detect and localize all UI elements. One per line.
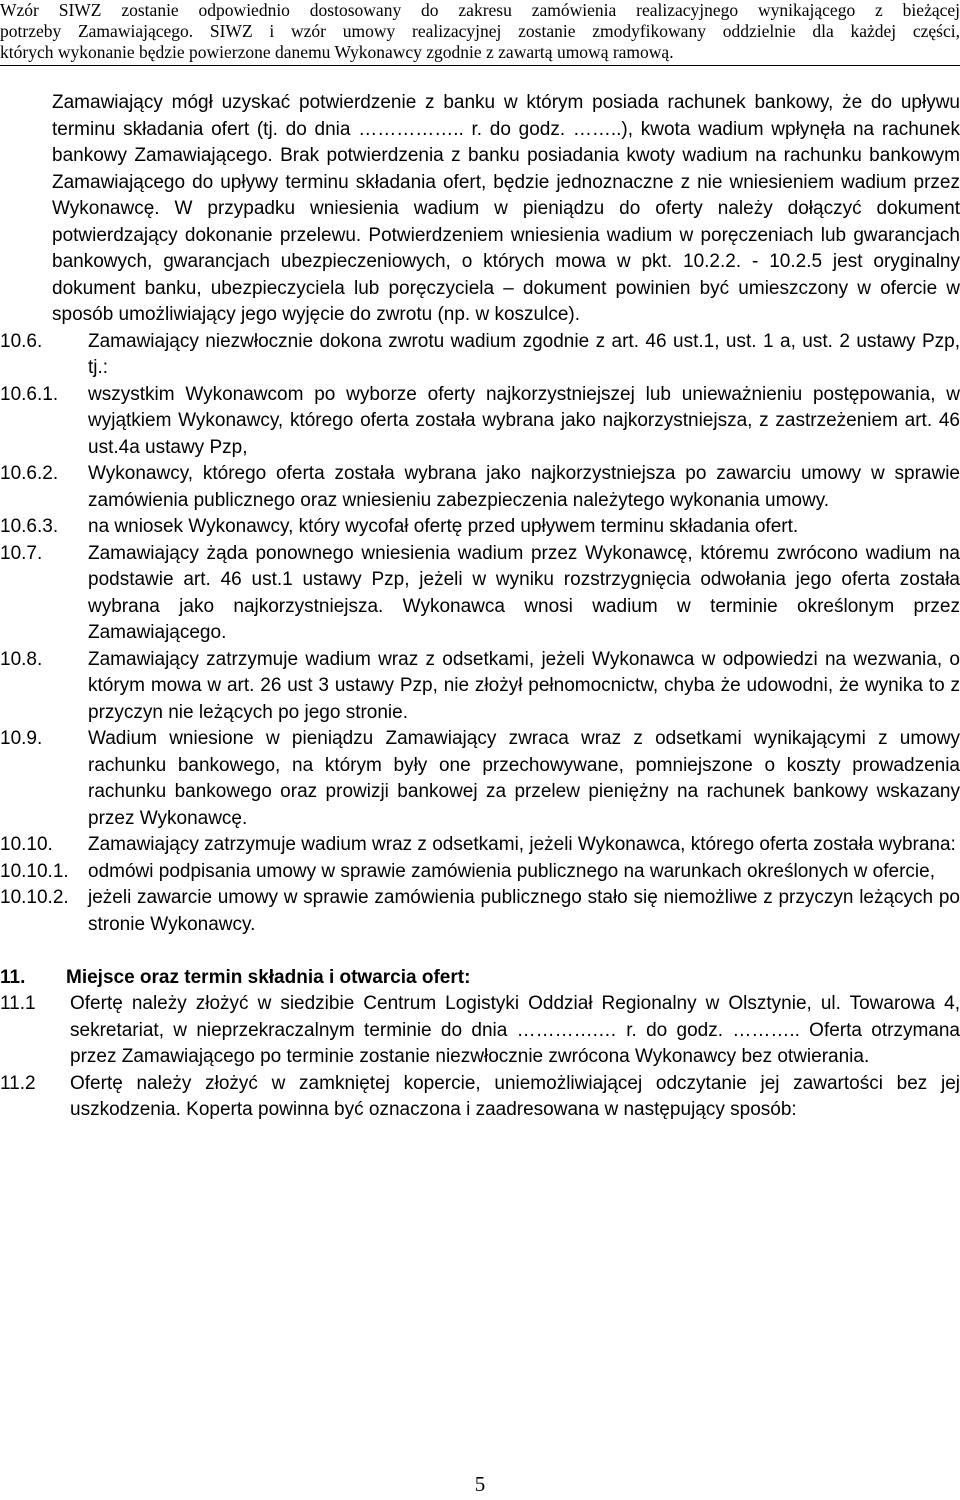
item-text: na wniosek Wykonawcy, który wycofał ofertę przed upływem terminu składania ofert. xyxy=(88,516,799,537)
item-text: Wykonawcy, którego oferta została wybrana jako najkorzystniejsza po zawarciu umowy w sprawie zamówienia publicznego oraz wniesieniu zabezpieczenia należytego wykonania umowy. xyxy=(88,463,960,511)
document-body xyxy=(0,90,960,1124)
item-number: 10.10. xyxy=(0,834,53,855)
item-text: Wadium wniesione w pieniądzu Zamawiający zwraca wraz z odsetkami wynikającymi z umowy rachunku bankowego, na którym były one przechowywane, pomniejszone o koszty prowadzenia rachunku bankowego oraz prowizji bankowej za przelew pieniężny na rachunek bankowy wskazany przez Wykonawcę. xyxy=(88,728,960,829)
list-item xyxy=(0,1071,960,1124)
header-line: Wzór SIWZ zostanie odpowiednio dostosowany do zakresu zamówienia realizacyjnego wynikającego z bieżącej xyxy=(0,0,960,20)
spacer xyxy=(0,938,960,965)
list-item xyxy=(0,514,960,541)
section-heading xyxy=(0,965,960,992)
list-item xyxy=(0,329,960,382)
item-text: Zamawiający zatrzymuje wadium wraz z odsetkami, jeżeli Wykonawca w odpowiedzi na wezwania, o którym mowa w art. 26 ust 3 ustawy Pzp, nie złożył pełnomocnictw, chyba że udowodni, że wynika to z przyczyn nie leżących po jego stronie. xyxy=(88,648,960,723)
item-number: 10.6.3. xyxy=(0,516,59,537)
intro-paragraph: Zamawiający mógł uzyskać potwierdzenie z banku w którym posiada rachunek bankowy, że do upływu terminu składania ofert (tj. do dnia …………….. r. do godz. ……..), kwota wadium wpłynęła na rachunek bankowy Zamawiającego. Brak potwierdzenia z banku posiadania kwoty wadium na rachunku bankowym Zamawiającego do upływy terminu składania ofert, będzie jednoznaczne z nie wniesieniem wadium przez Wykonawcę. W przypadku wniesienia wadium w pieniądzu do oferty należy dołączyć dokument potwierdzający dokonanie przelewu. Potwierdzeniem wniesienia wadium w poręczeniach lub gwarancjach bankowych, gwarancjach ubezpieczeniowych, o których mowa w pkt. 10.2.2. - 10.2.5 jest oryginalny dokument banku, ubezpieczyciela lub poręczyciela – dokument powinien być umieszczony w ofercie w sposób umożliwiający jego wyjęcie do zwrotu (np. w koszulce). xyxy=(52,92,960,325)
section-number: 11. xyxy=(0,966,26,988)
header-line: potrzeby Zamawiającego. SIWZ i wzór umowy realizacyjnej zostanie zmodyfikowany oddzielnie dla każdej części, xyxy=(0,21,960,41)
item-number: 10.6.1. xyxy=(0,383,59,405)
item-number: 10.6. xyxy=(0,330,43,352)
item-text: odmówi podpisania umowy w sprawie zamówienia publicznego na warunkach określonych w ofercie, xyxy=(88,860,935,882)
item-number: 10.9. xyxy=(0,728,43,749)
page-header xyxy=(0,0,960,66)
item-text: jeżeli zawarcie umowy w sprawie zamówienia publicznego stało się niemożliwe z przyczyn leżących po stronie Wykonawcy. xyxy=(88,887,960,935)
item-number: 10.7. xyxy=(0,542,43,564)
section-title: Miejsce oraz termin składnia i otwarcia ofert: xyxy=(66,966,471,988)
page-number: 5 xyxy=(474,1472,486,1496)
item-number: 10.6.2. xyxy=(0,463,59,484)
list-item xyxy=(0,885,960,938)
item-number: 11.1 xyxy=(0,993,36,1014)
item-text: Ofertę należy złożyć w siedzibie Centrum Logistyki Oddział Regionalny w Olsztynie, ul. Towarowa 4, sekretariat, w nieprzekraczalnym terminie do dnia ………….… r. do godz. ……….. Oferta otrzymana przez Zamawiającego po terminie zostanie niezwłocznie zwrócona Wykonawcy bez otwierania. xyxy=(70,993,960,1067)
item-number: 10.10.1. xyxy=(0,860,69,882)
list-item xyxy=(0,541,960,647)
item-text: wszystkim Wykonawcom po wyborze oferty najkorzystniejszej lub unieważnieniu postępowania, w wyjątkiem Wykonawcy, którego oferta została wybrana jako najkorzystniejsza, z zastrzeżeniem art. 46 ust.4a ustawy Pzp, xyxy=(88,383,960,458)
item-number: 11.2 xyxy=(0,1072,36,1094)
list-item xyxy=(0,726,960,832)
item-text: Zamawiający żąda ponownego wniesienia wadium przez Wykonawcę, któremu zwrócono wadium na podstawie art. 46 ust.1 ustawy Pzp, jeżeli w wyniku rozstrzygnięcia odwołania jego oferta została wybrana jako najkorzystniejsza. Wykonawca wnosi wadium w terminie określonym przez Zamawiającego. xyxy=(88,542,960,643)
item-number: 10.10.2. xyxy=(0,887,69,908)
item-number: 10.8. xyxy=(0,648,43,670)
header-line: których wykonanie będzie powierzone danemu Wykonawcy zgodnie z zawartą umową ramową. xyxy=(0,42,674,62)
item-text: Zamawiający niezwłocznie dokona zwrotu wadium zgodnie z art. 46 ust.1, ust. 1 a, ust. 2 ustawy Pzp, tj.: xyxy=(88,330,960,378)
list-item xyxy=(0,382,960,462)
list-item xyxy=(0,991,960,1071)
item-text: Ofertę należy złożyć w zamkniętej kopercie, uniemożliwiającej odczytanie jej zawartości bez jej uszkodzenia. Koperta powinna być oznaczona i zaadresowana w następujący sposób: xyxy=(70,1072,960,1120)
list-item xyxy=(0,647,960,727)
item-text: Zamawiający zatrzymuje wadium wraz z odsetkami, jeżeli Wykonawca, którego oferta została wybrana: xyxy=(88,834,956,855)
list-item xyxy=(0,461,960,514)
list-item xyxy=(0,832,960,859)
list-item xyxy=(0,859,960,886)
